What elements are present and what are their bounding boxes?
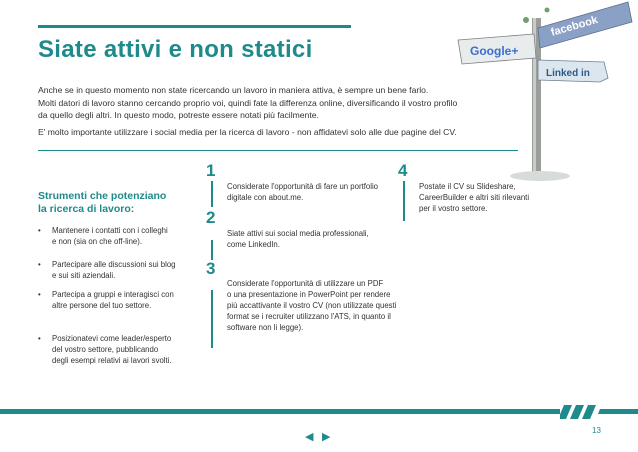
- step-number: 3: [206, 259, 216, 278]
- next-page-button[interactable]: ▶: [322, 431, 331, 443]
- footer-slashes: [560, 405, 638, 419]
- footer-rule: [0, 409, 560, 414]
- step-line: digitale con about.me.: [227, 193, 304, 202]
- section-divider: [38, 150, 518, 151]
- step-bar: [211, 181, 213, 207]
- step-bar: [403, 181, 405, 221]
- intro-paragraph: [38, 84, 508, 122]
- intro-line: da quello degli altri. In questo modo, potreste essere notati più facilmente.: [38, 110, 319, 120]
- list-item: [38, 259, 198, 281]
- list-item-line: • Mantenere i contatti con i colleghi: [52, 226, 168, 235]
- google-sign-label: Google+: [470, 44, 519, 58]
- step-line: Siate attivi sui social media professionali,: [227, 229, 369, 238]
- step-text: [227, 278, 396, 333]
- list-item-line: • Partecipare alle discussioni sui blog: [52, 260, 176, 269]
- intro-line: Anche se in questo momento non state ricercando un lavoro in maniera attiva, è sempre un bene farlo.: [38, 85, 429, 95]
- step-number: 4: [398, 161, 408, 180]
- step-number: 2: [206, 208, 216, 227]
- step-line: più accattivante il vostro CV (non utilizzate questi: [227, 301, 397, 310]
- step-text: [227, 228, 369, 250]
- step-line: Postate il CV su Slideshare,: [419, 182, 516, 191]
- step-text: [419, 181, 529, 214]
- step-line: format se i recruiter utilizzano l'ATS, in quanto il: [227, 312, 391, 321]
- sidebar-title-line: Strumenti che potenziano: [38, 190, 167, 202]
- note-paragraph: E' molto importante utilizzare i social media per la ricerca di lavoro - non affidatevi solo alle due pagine del CV.: [38, 127, 457, 137]
- list-item: [38, 225, 198, 247]
- list-item-line: e sui siti aziendali.: [52, 271, 116, 280]
- page-number: 13: [592, 426, 601, 435]
- step-line: come LinkedIn.: [227, 240, 280, 249]
- list-item: [38, 333, 198, 366]
- tools-list: [38, 225, 198, 366]
- list-item: [38, 289, 198, 311]
- signpost-illustration: [452, 0, 638, 185]
- sidebar-title: [38, 190, 166, 216]
- top-rule: [38, 25, 351, 28]
- list-item-line: del vostro settore, pubblicando: [52, 345, 159, 354]
- step-bar: [211, 240, 213, 260]
- intro-line: Molti datori di lavoro stanno cercando proprio voi, quindi fate la differenza online, diversificando il vostro profilo: [38, 97, 458, 108]
- step-bar: [211, 290, 213, 348]
- list-item-line: • Posizionatevi come leader/esperto: [52, 334, 172, 343]
- step-line: Considerate l'opportunità di fare un portfolio: [227, 182, 379, 191]
- step-text: [227, 181, 378, 203]
- sidebar-title-line: la ricerca di lavoro:: [38, 203, 135, 215]
- step-line: per il vostro settore.: [419, 204, 488, 213]
- step-line: CareerBuilder e altri siti rilevanti: [419, 193, 530, 202]
- linkedin-sign-label: Linked in: [546, 68, 590, 79]
- ground-shadow: [510, 171, 570, 181]
- prev-page-button[interactable]: ◀: [305, 431, 314, 443]
- step-line: software non li legge).: [227, 323, 304, 332]
- list-item-line: altre persone del tuo settore.: [52, 301, 152, 310]
- step-number: 1: [206, 161, 216, 180]
- list-item-line: degli esempi relativi ai lavori svolti.: [52, 356, 172, 365]
- list-item-line: • Partecipa a gruppi e interagisci con: [52, 290, 174, 299]
- step-line: o una presentazione in PowerPoint per rendere: [227, 290, 391, 299]
- page-title: Siate attivi e non statici: [38, 36, 313, 63]
- step-line: Considerate l'opportunità di utilizzare un PDF: [227, 279, 384, 288]
- list-item-line: e non (sia on che off-line).: [52, 237, 143, 246]
- facebook-sign-label: facebook: [549, 14, 600, 39]
